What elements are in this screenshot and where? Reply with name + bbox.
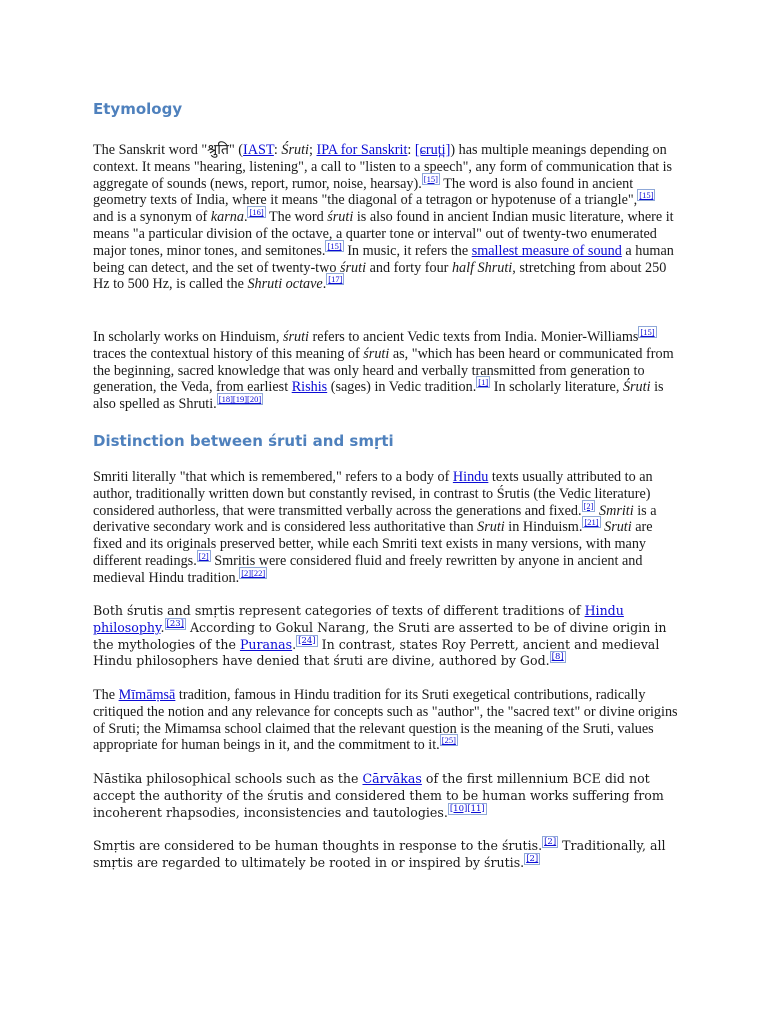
text: Smritis were considered fluid and freely rewritten by anyone in ancient and medieval Hindu tradition. — [93, 552, 643, 586]
italic-term: Śruti — [281, 142, 309, 158]
citation-link[interactable]: [10][11] — [449, 803, 485, 814]
text: : — [407, 142, 415, 158]
text: ; — [308, 142, 317, 158]
citation-link[interactable]: [16] — [249, 207, 264, 218]
text: In scholarly literature, — [490, 379, 623, 396]
link-iast[interactable]: IAST — [243, 142, 274, 158]
citation-link[interactable]: [15] — [327, 240, 342, 251]
text: and forty four — [366, 259, 452, 276]
italic-term: śruti — [327, 209, 354, 226]
link-smallest-measure-of-sound[interactable]: smallest measure of sound — [471, 242, 622, 259]
text: Smṛtis are considered to be human thoughts in response to the śrutis. — [93, 838, 543, 853]
heading-distinction: Distinction between śruti and smṛti — [93, 432, 394, 450]
text: ) has multiple meanings depending on context. It means "hearing, listening", a call to "listen to a speech", any form of communication that is aggregate of sounds (news, report, rumor, noise, hearsay). — [93, 142, 673, 192]
text: refers to ancient Vedic texts from India. Monier-Williams — [308, 329, 639, 345]
link-ipa-for-sanskrit[interactable]: IPA for Sanskrit — [316, 142, 408, 158]
citation-link[interactable]: [17] — [328, 274, 343, 285]
italic-term: Sruti — [477, 519, 505, 536]
italic-term: śruti — [363, 345, 390, 362]
paragraph-etymology-2 — [93, 329, 678, 413]
paragraph-mimamsa — [93, 687, 678, 754]
text: In contrast, states Roy Perrett, ancient and medieval Hindu philosophers have denied that śruti are divine, authored by God. — [93, 636, 660, 669]
citation-link[interactable]: [15] — [640, 327, 655, 337]
paragraph-smriti — [93, 469, 678, 587]
citation-link[interactable]: [15] — [423, 173, 438, 184]
link-hindu[interactable]: Hindu — [452, 469, 489, 485]
text: of the first millennium BCE did not accept the authority of the śrutis and considered them to be human works suffering from incoherent rhapsodies, inconsistencies and tautologies. — [93, 771, 664, 820]
text: In music, it refers the — [343, 242, 472, 259]
italic-term: śruti — [340, 259, 367, 276]
citation-link[interactable]: [25] — [441, 735, 456, 746]
citation-link[interactable]: [2][22] — [241, 567, 266, 578]
text: tradition, famous in Hindu tradition for its Sruti exegetical contributions, radically critiqued the notion and any relevance for concepts such as "author", the "sacred text" or divine origins of Sruti; the Mimamsa school claimed that the relevant question is the meaning of the Sruti, values appropriate for human beings in it, and the commitment to it. — [93, 687, 678, 754]
italic-term: Shruti octave — [247, 276, 323, 293]
text: Nāstika philosophical schools such as the — [93, 771, 363, 786]
italic-term: Sruti — [604, 519, 632, 536]
text: , stretching from about 250 Hz to 500 Hz, is called the — [93, 259, 667, 293]
text: " ( — [228, 142, 244, 158]
link-carvakas[interactable]: Cārvākas — [362, 771, 422, 786]
text: in Hinduism. — [504, 519, 583, 536]
text: (sages) in Vedic tradition. — [327, 379, 477, 396]
text: Smriti literally "that which is remembered," refers to a body of — [93, 469, 453, 485]
citation-link[interactable]: [2] — [544, 837, 557, 847]
text: are fixed and its originals preserved better, while each Smriti text exists in many versions, with many different readings. — [93, 519, 653, 569]
citation-link[interactable]: [8] — [551, 652, 564, 663]
paragraph-both-srutis — [93, 603, 678, 670]
link-mimamsa[interactable]: Mīmāṃsā — [118, 687, 176, 703]
italic-term: śruti — [282, 329, 309, 345]
italic-term: Śruti — [622, 379, 651, 396]
text: . — [243, 209, 248, 226]
text: The Sanskrit word " — [93, 142, 208, 158]
citation-link[interactable]: [2] — [198, 550, 209, 561]
citation-link[interactable]: [24] — [298, 635, 316, 646]
text: . — [322, 276, 327, 293]
citation-link[interactable]: [21] — [584, 517, 599, 528]
text: traces the contextual history of this meaning of — [93, 345, 364, 362]
text: . — [292, 636, 297, 652]
text: is a derivative secondary work and is considered less authoritative than — [93, 502, 657, 536]
paragraph-nastika — [93, 771, 678, 821]
link-rishis[interactable]: Rishis — [291, 379, 328, 396]
link-puranas[interactable]: Puranas — [239, 636, 293, 652]
italic-term: half Shruti — [451, 259, 513, 276]
text: The word is also found in ancient geometry texts of India, where it means "the diagonal of a tetragon or hypotenuse of a triangle", — [93, 175, 638, 209]
text: The — [93, 687, 119, 703]
citation-link[interactable]: [1] — [478, 377, 489, 388]
text: is also found in ancient Indian music literature, where it means "a particular division of the octave, a quarter tone or interval" out of twenty-two enumerated major tones, minor tones, and semitones. — [93, 209, 674, 259]
citation-link[interactable]: [2] — [583, 500, 594, 511]
link-ipa-pronunciation[interactable]: [ɕrut̪i] — [414, 142, 451, 158]
text: Traditionally, all smṛtis are regarded to ultimately be rooted in or inspired by śrutis. — [93, 838, 666, 870]
text: and is a synonym of — [93, 209, 211, 226]
text: . — [160, 619, 165, 635]
citation-link[interactable]: [23] — [166, 618, 184, 629]
citation-link[interactable]: [18][19][20] — [218, 394, 262, 405]
citation-link[interactable]: [15] — [639, 190, 654, 201]
text: texts usually attributed to an author, traditionally written down but constantly revised, in contrast to Śrutis (the Vedic literature) considered authorless, that were transmitted verbally across the generations and fixed. — [93, 469, 653, 519]
paragraph-etymology-1 — [93, 142, 678, 293]
text: The word — [265, 209, 328, 226]
text: a human being can detect, and the set of twenty-two — [93, 242, 674, 276]
devanagari-word: श्रुति — [207, 142, 229, 158]
text: According to Gokul Narang, the Sruti are asserted to be of divine origin in the mythologies of the — [93, 619, 667, 652]
text: In scholarly works on Hinduism, — [93, 329, 283, 345]
text: : — [273, 142, 282, 158]
link-hindu-philosophy[interactable]: Hindu philosophy — [93, 603, 624, 635]
heading-etymology: Etymology — [93, 100, 183, 118]
text: is also spelled as Shruti. — [93, 379, 664, 413]
italic-term: karna — [210, 209, 244, 226]
paragraph-smrtis — [93, 838, 678, 872]
text: Both śrutis and smṛtis represent categories of texts of different traditions of — [93, 603, 585, 618]
citation-link[interactable]: [2] — [526, 853, 539, 864]
italic-term: Smriti — [598, 502, 634, 519]
text: as, "which has been heard or communicated from the beginning, sacred knowledge that was only heard and verbally transmitted from generation to generation, the Veda, from earliest — [93, 345, 674, 396]
